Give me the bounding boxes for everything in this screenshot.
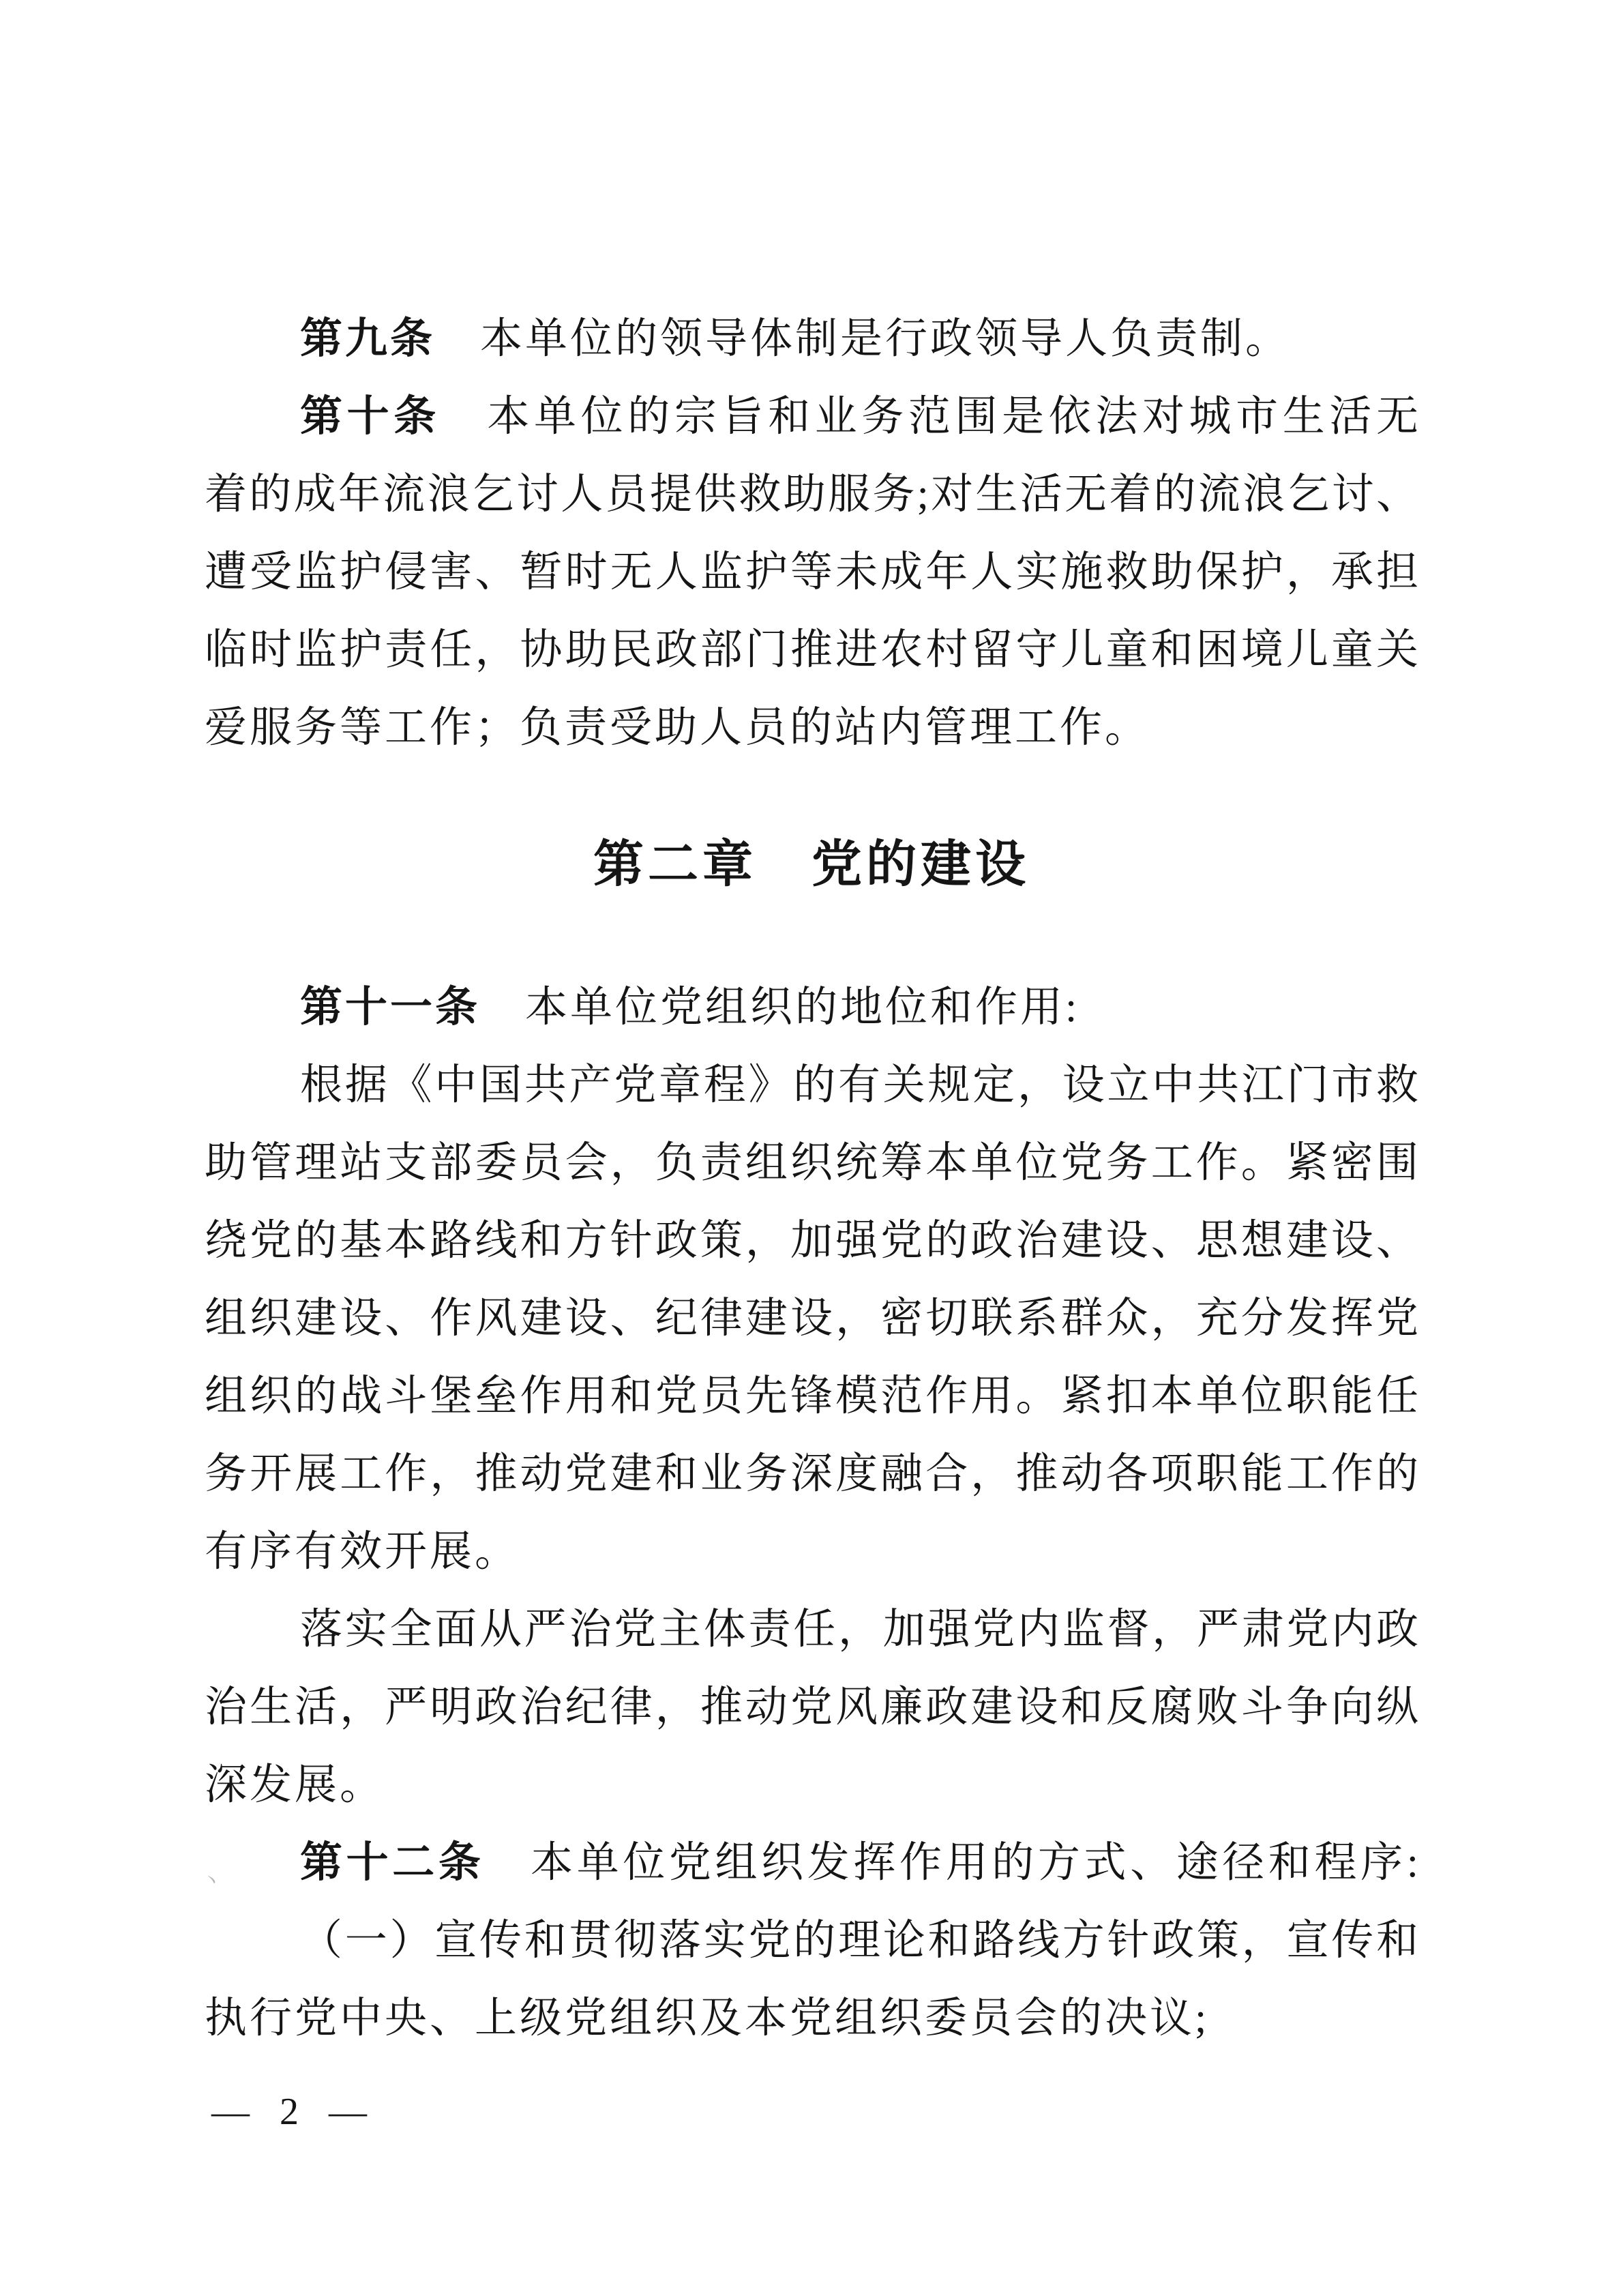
chapter-heading-text: 第二章 党的建设 [593, 836, 1030, 892]
text-segment: 根据《中国共产党章程》的有关规定，设立中共江门市救 [300, 1062, 1418, 1108]
page-number: — 2 — [211, 2091, 368, 2133]
scan-artifact: 丶 [202, 1871, 222, 1892]
text-line [205, 533, 1418, 611]
text-segment: 执行党中央、上级党组织及本党组织委员会的决议; [205, 1995, 1210, 2042]
text-line [205, 1668, 1418, 1746]
text-line [205, 611, 1418, 689]
text-segment: 本单位党组织的地位和作用: [480, 984, 1080, 1031]
text-line [205, 1357, 1418, 1435]
text-line [205, 1202, 1418, 1280]
article-number: 第九条 [300, 315, 436, 362]
text-segment: 本单位的宗旨和业务范围是依法对城市生活无 [440, 394, 1418, 440]
article-number: 第十一条 [300, 984, 481, 1031]
article-number: 第十条 [300, 393, 441, 440]
text-line [205, 1979, 1418, 2057]
text-line [205, 969, 1418, 1046]
text-segment: 务开展工作，推动党建和业务深度融合，推动各项职能工作的 [205, 1451, 1418, 1497]
text-line [205, 1124, 1418, 1202]
text-segment: 本单位党组织发挥作用的方式、途径和程序: [484, 1840, 1418, 1886]
text-line [205, 1746, 1418, 1824]
text-line [205, 300, 1418, 378]
text-segment: 组织建设、作风建设、纪律建设，密切联系群众，充分发挥党 [205, 1295, 1418, 1342]
chapter-heading [205, 825, 1418, 903]
text-line [205, 689, 1418, 767]
text-segment: 遭受监护侵害、暂时无人监护等未成年人实施救助保护，承担 [205, 549, 1418, 595]
text-segment: 落实全面从严治党主体责任，加强党内监督，严肃党内政 [300, 1606, 1418, 1653]
text-segment: 组织的战斗堡垒作用和党员先锋模范作用。紧扣本单位职能任 [205, 1373, 1418, 1419]
text-line [205, 1435, 1418, 1513]
text-segment: 临时监护责任，协助民政部门推进农村留守儿童和困境儿童关 [205, 627, 1418, 673]
text-segment: 绕党的基本路线和方针政策，加强党的政治建设、思想建设、 [205, 1218, 1418, 1264]
text-line [205, 456, 1418, 533]
text-segment: 助管理站支部委员会，负责组织统筹本单位党务工作。紧密围 [205, 1140, 1418, 1186]
text-line [205, 1591, 1418, 1668]
text-segment: 深发展。 [205, 1762, 385, 1808]
text-segment: 有序有效开展。 [205, 1529, 520, 1575]
text-line [205, 1513, 1418, 1591]
text-segment: （一）宣传和贯彻落实党的理论和路线方针政策，宣传和 [300, 1917, 1418, 1964]
text-line [205, 1902, 1418, 1979]
text-line [205, 1046, 1418, 1124]
text-line [205, 1824, 1418, 1902]
text-segment: 着的成年流浪乞讨人员提供救助服务;对生活无着的流浪乞讨、 [205, 471, 1418, 518]
text-segment: 治生活，严明政治纪律，推动党风廉政建设和反腐败斗争向纵 [205, 1684, 1418, 1731]
text-segment: 爱服务等工作；负责受助人员的站内管理工作。 [205, 705, 1150, 751]
text-line [205, 1280, 1418, 1357]
text-line [205, 378, 1418, 456]
article-number: 第十二条 [300, 1839, 485, 1886]
text-segment: 本单位的领导体制是行政领导人负责制。 [435, 316, 1291, 362]
